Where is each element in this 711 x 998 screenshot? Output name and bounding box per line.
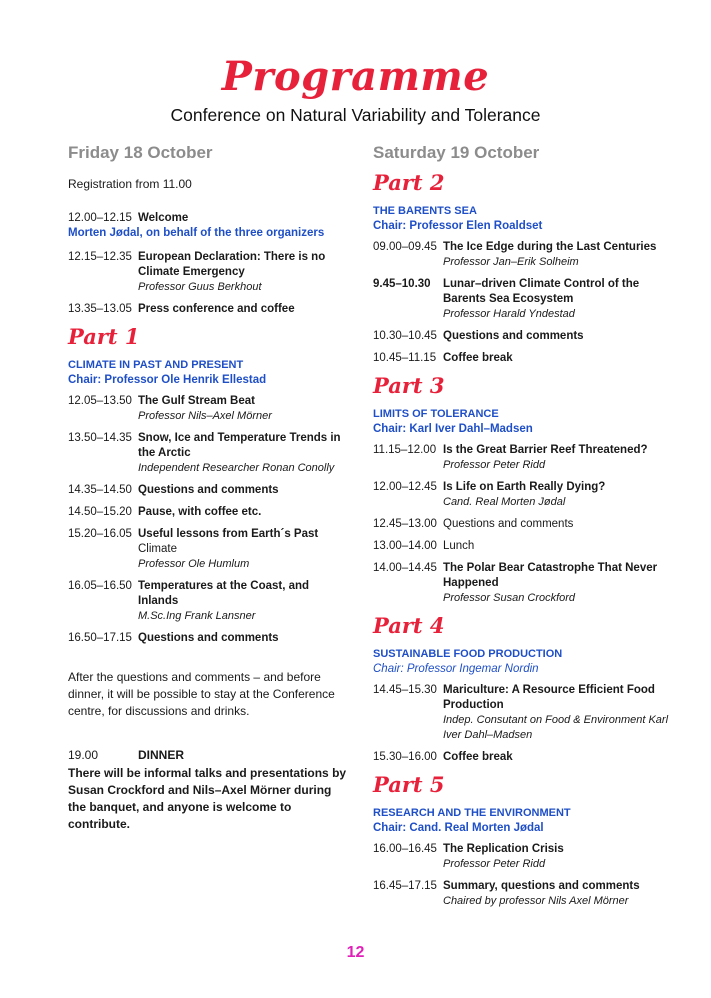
item-speaker: Professor Harald Yndestad [443,308,575,320]
schedule-item [373,683,673,743]
item-title: The Polar Bear Catastrophe That Never Happened [443,562,658,589]
schedule-item [373,842,673,872]
item-title: Questions and comments [138,632,279,644]
item-time: 14.35–14.50 [68,484,132,496]
item-speaker: Indep. Consutant on Food & Environment Karl Iver Dahl–Madsen [443,714,669,741]
item-speaker: Professor Ole Humlum [138,558,250,570]
section-chair: Chair: Professor Ingemar Nordin [373,663,539,675]
part-label: Part 3 [373,373,445,398]
dinner-label: DINNER [138,748,185,762]
part-label: Part 2 [373,170,445,195]
item-speaker: Independent Researcher Ronan Conolly [138,462,335,474]
section-chair: Chair: Professor Elen Roaldset [373,220,543,232]
schedule-item [373,480,673,510]
item-title: Temperatures at the Coast, and Inlands [138,580,310,607]
item-title: Useful lessons from Earth´s Past [138,528,319,540]
section-heading: THE BARENTS SEA [373,205,477,217]
item-time: 15.30–16.00 [373,751,437,763]
item-time: 12.00–12.45 [373,481,437,493]
section-heading: CLIMATE IN PAST AND PRESENT [68,359,244,371]
item-speaker: Professor Susan Crockford [443,592,576,604]
item-title: European Declaration: There is no Climate Emergency [138,251,326,278]
item-speaker: Professor Jan–Erik Solheim [443,256,579,268]
item-time: 14.00–14.45 [373,562,437,574]
item-title: Coffee break [443,751,513,763]
item-speaker: M.Sc.Ing Frank Lansner [138,610,256,622]
item-title: Lunch [443,540,475,552]
dinner-item [68,748,350,763]
item-title: Welcome [138,212,189,224]
item-time: 13.00–14.00 [373,540,437,552]
section-chair: Chair: Karl Iver Dahl–Madsen [373,423,533,435]
registration-text: Registration from 11.00 [68,177,192,191]
welcome-note: Morten Jødal, on behalf of the three organizers [68,227,325,239]
item-time: 13.35–13.05 [68,303,132,315]
schedule-item [373,561,673,606]
item-title: Summary, questions and comments [443,880,640,892]
item-time: 16.05–16.50 [68,580,132,592]
schedule-item [68,631,350,646]
item-time: 09.00–09.45 [373,241,437,253]
item-time: 12.00–12.15 [68,212,132,224]
item-title: The Ice Edge during the Last Centuries [443,241,657,253]
saturday-column [373,142,673,916]
part-label: Part 4 [373,613,445,638]
item-speaker: Professor Peter Ridd [443,858,546,870]
page-subtitle: Conference on Natural Variability and Tolerance [170,105,541,125]
item-title: Pause, with coffee etc. [138,506,262,518]
item-title: Snow, Ice and Temperature Trends in the Arctic [138,432,341,459]
item-time: 12.45–13.00 [373,518,437,530]
item-title: Is Life on Earth Really Dying? [443,481,606,493]
item-time: 14.50–15.20 [68,506,132,518]
item-title: The Replication Crisis [443,843,564,855]
section-heading: RESEARCH AND THE ENVIRONMENT [373,807,571,819]
dinner-text: There will be informal talks and presentations by Susan Crockford and Nils–Axel Mörner during the banquet, and anyone is welcome to contribute. [68,766,347,831]
item-time: 9.45–10.30 [373,278,431,290]
item-time: 10.45–11.15 [373,352,437,364]
schedule-item [68,527,350,572]
schedule-item [373,539,673,554]
item-time: 12.05–13.50 [68,395,132,407]
item-speaker: Professor Guus Berkhout [138,281,262,293]
friday-column [68,142,350,833]
item-title: Questions and comments [138,484,279,496]
schedule-item [373,277,673,322]
part-label: Part 5 [373,772,445,797]
schedule-item [68,483,350,498]
item-time: 15.20–16.05 [68,528,132,540]
item-title: Mariculture: A Resource Efficient Food Production [443,684,655,711]
item-title: Coffee break [443,352,513,364]
item-title: Questions and comments [443,518,574,530]
item-time: 11.15–12.00 [373,444,437,456]
item-time: 13.50–14.35 [68,432,132,444]
schedule-item [373,443,673,473]
page-title: Programme [221,53,490,100]
item-speaker: Professor Peter Ridd [443,459,546,471]
schedule-item [373,329,673,344]
after-session-text: After the questions and comments – and before dinner, it will be possible to stay at the Conference centre, for discussions and drinks. [68,670,335,718]
item-speaker: Cand. Real Morten Jødal [443,496,566,508]
item-title: The Gulf Stream Beat [138,395,255,407]
page-number: 12 [346,944,365,961]
item-speaker: Chaired by professor Nils Axel Mörner [443,895,629,907]
item-speaker: Professor Nils–Axel Mörner [138,410,272,422]
day-heading-friday: Friday 18 October [68,143,213,162]
item-title: Press conference and coffee [138,303,295,315]
section-heading: SUSTAINABLE FOOD PRODUCTION [373,648,563,660]
schedule-item [373,240,673,270]
schedule-item [373,750,673,765]
section-heading: LIMITS OF TOLERANCE [373,408,499,420]
item-title: Lunar–driven Climate Control of the Barents Sea Ecosystem [443,278,640,305]
dinner-time: 19.00 [68,748,99,762]
schedule-item [373,879,673,909]
schedule-item [373,351,673,366]
section-chair: Chair: Professor Ole Henrik Ellestad [68,374,267,386]
item-time: 10.30–10.45 [373,330,437,342]
item-time: 16.00–16.45 [373,843,437,855]
item-title: Is the Great Barrier Reef Threatened? [443,444,648,456]
schedule-item [68,302,350,317]
item-title-continued: Climate [138,543,177,555]
schedule-item [68,579,350,624]
schedule-item [373,517,673,532]
schedule-item [68,394,350,424]
item-time: 16.45–17.15 [373,880,437,892]
item-title: Questions and comments [443,330,584,342]
schedule-item-welcome [68,211,350,226]
day-heading-saturday: Saturday 19 October [373,143,540,162]
section-chair: Chair: Cand. Real Morten Jødal [373,822,544,834]
schedule-item [68,250,350,295]
item-time: 12.15–12.35 [68,251,132,263]
item-time: 14.45–15.30 [373,684,437,696]
schedule-item [68,505,350,520]
schedule-item [68,431,350,476]
item-time: 16.50–17.15 [68,632,132,644]
part-label: Part 1 [68,324,140,349]
